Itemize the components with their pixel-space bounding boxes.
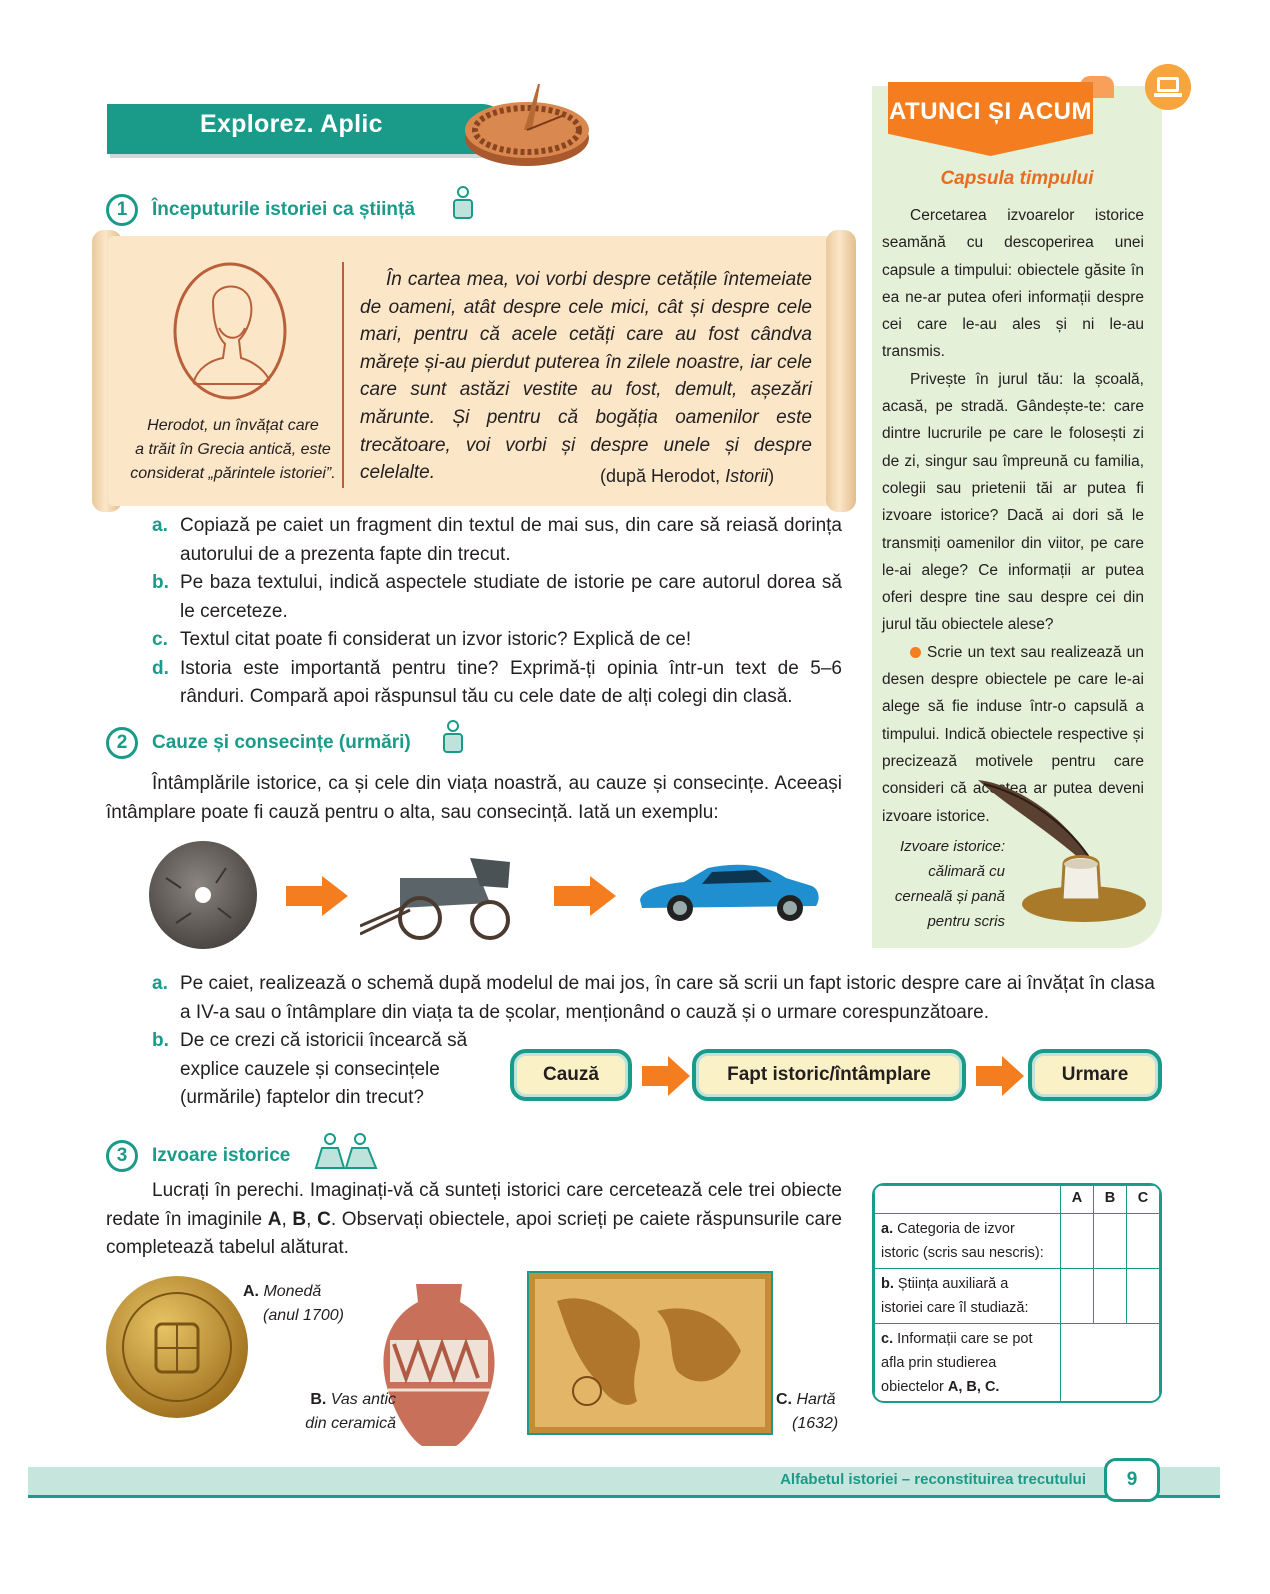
section-number-3: 3 [106,1140,138,1172]
panel-tag-label: ATUNCI ȘI ACUM [889,98,1092,125]
footer-chapter-title: Alfabetul istoriei – reconstituirea trecutului [780,1471,1086,1488]
scroll-right-roll [826,230,856,512]
bullet-dot-icon [910,647,921,658]
table-row-label: a. Categoria de izvor istoric (scris sau nescris): [875,1214,1061,1269]
stone-wheel-image [146,838,260,952]
table-header-blank [875,1186,1061,1214]
pair-work-icon [312,1132,380,1170]
banner-title: Explorez. Aplic [200,110,383,138]
inkwell-caption: Izvoare istorice: călimară cu cerneală și pană pentru scris [894,838,1005,930]
page-number: 9 [1104,1458,1160,1502]
question-2b: b. De ce crezi că istoricii încearcă să explice cauzele și consecințele (urmările) faptelor din trecut? [152,1030,468,1108]
schema-effect-box: Urmare [1028,1049,1162,1101]
footer-line [28,1495,1220,1498]
table-row-label: c. Informații care se pot afla prin studierea obiectelor A, B, C. [875,1324,1061,1403]
quote-source: (după Herodot, Istorii) [600,466,775,486]
section-1-title: Începuturile istoriei ca știință [152,199,415,220]
section-3-title: Izvoare istorice [152,1145,291,1166]
panel-paragraph-1: Cercetarea izvoarelor istorice seamănă cu descoperirea unei capsule a timpului: obiectele găsite în ea ne-ar putea oferi informații despre cei care le-au ales și ni le-au transmis. [882,207,1144,361]
question-1b: b. Pe baza textului, indică aspectele studiate de istorie pe care autorul dorea să le cerceteze. [152,572,842,622]
section-2-intro: Întâmplările istorice, ca și cele din viața noastră, au cauze și consecințe. Aceeași întâmplare poate fi cauză pentru o alta, sau consecință. Iată un exemplu: [106,773,842,823]
panel-title: Capsula timpului [940,168,1094,189]
coin-caption: A. Monedă (anul 1700) [243,1283,344,1324]
table-row [875,1324,1160,1403]
question-1a: a. Copiază pe caiet un fragment din textul de mai sus, din care să reiasă dorința autorului de a prezenta fapte din trecut. [152,515,842,565]
panel-paragraph-3: Scrie un text sau realizează un desen despre obiectele pe care le-ai alege să fie induse într-o capsulă a timpului. Indică obiectele respective și precizează motivele pentru care consideri că acestea ar putea deveni izvoare istorice. [882,643,1144,825]
herodotus-quote: În cartea mea, voi vorbi despre cetățile întemeiate de oameni, atât despre cele mici, cât și despre cele mari, pentru că acele cetăți care au fost cândva mărețe și-au pierdut puterea în zilele noastre, iar cele care sunt astăzi vestite au fost, demult, așezări mărunte. Și pentru că bogăția oamenilor este trecătoare, voi vorbi și despre unele și despre celelalte. [360,269,812,484]
section-number-2: 2 [106,727,138,759]
arrow-right-icon [642,1056,690,1096]
question-1d: d. Istoria este importantă pentru tine? Exprimă-ți opinia într-un text de 5–6 rânduri. Compară apoi răspunsul tău cu cele date de alți colegi din clasă. [152,657,842,707]
panel-text [882,202,1144,830]
quote-divider [342,262,344,488]
carriage-image [360,848,530,944]
table-row [875,1269,1160,1324]
section-2-title: Cauze și consecințe (urmări) [152,732,411,753]
sources-table [872,1183,1162,1403]
schema-cause-box: Cauză [510,1049,632,1101]
arrow-right-icon [976,1056,1024,1096]
portrait-caption: Herodot, un învățat care a trăit în Grecia antică, este considerat „părintele istoriei”. [130,417,336,482]
laptop-icon [1145,64,1191,110]
individual-work-icon [452,186,474,220]
table-header-a: A [1061,1186,1094,1214]
table-header-b: B [1094,1186,1127,1214]
arrow-right-icon [286,876,348,916]
vase-caption: B. Vas antic din ceramică [305,1391,396,1432]
panel-paragraph-2: Privește în jurul tău: la școală, acasă, pe stradă. Gândește-te: care dintre lucrurile pe care le folosești zi de zi, singur sau împreună cu familia, colegii sau prietenii tăi ar putea fi izvoare istorice? Dacă ai dori să le transmiți oamenilor din viitor, pe care le-ai alege? Ce informații ar putea oferi despre tine sau despre cei din jurul tău obiectele alese? [882,370,1144,634]
table-row [875,1214,1160,1269]
car-image [636,860,822,924]
individual-work-icon [442,720,464,754]
section-3-intro: Lucrați în perechi. Imaginați-vă că sunteți istorici care cercetează cele trei obiecte redate în imaginile A, B, C. Observați obiectele, apoi scrieți pe caiete răspunsurile care completează tabelul alăturat. [106,1180,842,1258]
question-1c: c. Textul citat poate fi considerat un izvor istoric? Explică de ce! [152,629,692,650]
schema-fact-box: Fapt istoric/întâmplare [692,1049,966,1101]
old-map-image [527,1271,773,1435]
section-number-1: 1 [106,194,138,226]
table-header-c: C [1127,1186,1160,1214]
gold-coin-image [104,1274,250,1420]
arrow-right-icon [554,876,616,916]
herodotus-portrait [173,262,287,400]
sundial-icon [462,82,592,168]
section-1-questions [152,512,842,712]
map-caption: C. Hartă (1632) [776,1391,839,1432]
question-2a: a. Pe caiet, realizează o schemă după modelul de mai jos, în care să scrii un fapt istoric despre care ai învățat în clasa a IV-a sau o întâmplare din viața ta de școlar, menționând o cauză și o urmare corespunzătoare. [152,973,1155,1023]
table-row-label: b. Știința auxiliară a istoriei care îl studiază: [875,1269,1061,1324]
